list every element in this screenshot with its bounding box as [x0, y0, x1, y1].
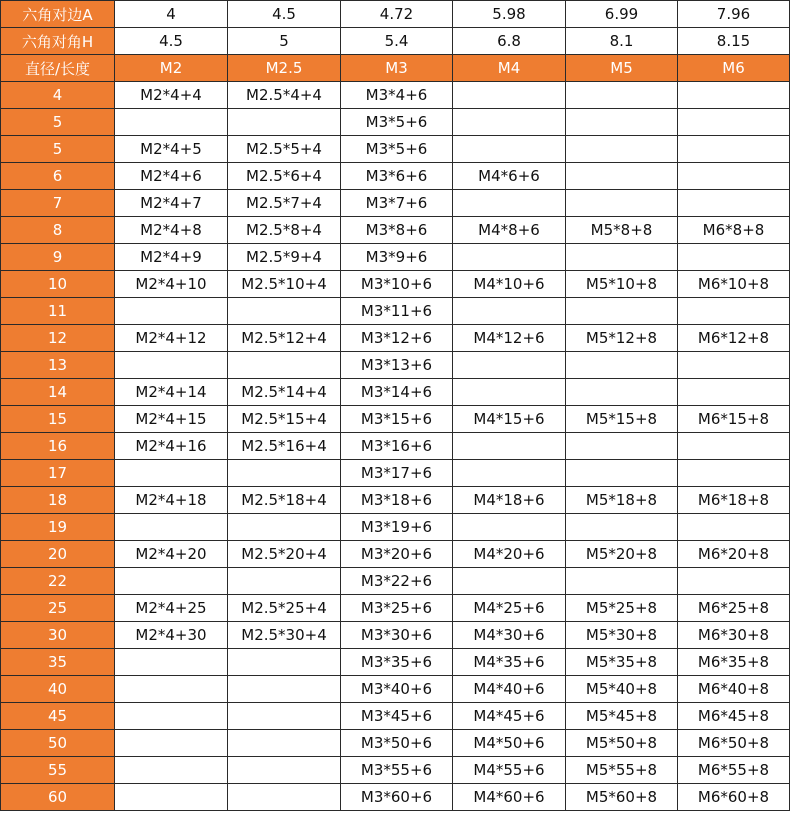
length-label-cell: 25	[1, 595, 115, 622]
table-row	[1, 757, 790, 784]
spec-cell	[453, 568, 566, 595]
spec-cell: M5*60+8	[566, 784, 678, 811]
length-label-cell: 5	[1, 109, 115, 136]
spec-cell: M6*60+8	[678, 784, 790, 811]
spec-cell	[228, 514, 341, 541]
table-row	[1, 190, 790, 217]
spec-cell: M4*15+6	[453, 406, 566, 433]
spec-cell: M4*40+6	[453, 676, 566, 703]
spec-cell: M2.5*25+4	[228, 595, 341, 622]
length-label-cell: 12	[1, 325, 115, 352]
table-row	[1, 163, 790, 190]
spec-cell	[566, 352, 678, 379]
spec-cell	[678, 244, 790, 271]
spec-cell	[115, 676, 228, 703]
spec-cell	[115, 649, 228, 676]
spec-cell	[678, 568, 790, 595]
spec-cell	[453, 244, 566, 271]
spec-cell: M2*4+6	[115, 163, 228, 190]
length-label-cell: 35	[1, 649, 115, 676]
spec-cell	[566, 190, 678, 217]
spec-cell: M3*5+6	[341, 109, 453, 136]
spec-cell: M4*10+6	[453, 271, 566, 298]
spec-cell: M2.5*5+4	[228, 136, 341, 163]
table-row	[1, 82, 790, 109]
length-label-cell: 14	[1, 379, 115, 406]
spec-cell: M6*30+8	[678, 622, 790, 649]
table-row	[1, 325, 790, 352]
spec-cell: M3*15+6	[341, 406, 453, 433]
spec-cell: M3*10+6	[341, 271, 453, 298]
header-row	[1, 28, 790, 55]
spec-cell: M2*4+12	[115, 325, 228, 352]
spec-cell: M5*50+8	[566, 730, 678, 757]
length-label-cell: 30	[1, 622, 115, 649]
length-label-cell: 55	[1, 757, 115, 784]
table-row	[1, 379, 790, 406]
spec-cell	[228, 109, 341, 136]
dimension-value-cell: 7.96	[678, 1, 790, 28]
dimension-value-cell: 4	[115, 1, 228, 28]
spec-cell: M3*19+6	[341, 514, 453, 541]
spec-cell: M2*4+20	[115, 541, 228, 568]
dimension-value-cell: 6.8	[453, 28, 566, 55]
spec-cell: M3*55+6	[341, 757, 453, 784]
table-row	[1, 568, 790, 595]
spec-cell: M3*45+6	[341, 703, 453, 730]
spec-cell: M3*6+6	[341, 163, 453, 190]
spec-cell: M3*17+6	[341, 460, 453, 487]
header-row-label: 直径/长度	[1, 55, 115, 82]
spec-cell: M2*4+25	[115, 595, 228, 622]
spec-cell	[453, 352, 566, 379]
spec-cell: M6*35+8	[678, 649, 790, 676]
spec-cell	[115, 298, 228, 325]
spec-cell: M4*12+6	[453, 325, 566, 352]
spec-cell	[453, 460, 566, 487]
table-row	[1, 487, 790, 514]
spec-cell: M2.5*20+4	[228, 541, 341, 568]
header-row	[1, 55, 790, 82]
table-row	[1, 514, 790, 541]
spec-cell	[115, 352, 228, 379]
spec-cell	[453, 190, 566, 217]
length-label-cell: 22	[1, 568, 115, 595]
dimension-value-cell: 5.4	[341, 28, 453, 55]
spec-cell	[453, 433, 566, 460]
spec-cell: M4*45+6	[453, 703, 566, 730]
spec-cell: M6*18+8	[678, 487, 790, 514]
length-label-cell: 20	[1, 541, 115, 568]
spec-cell	[115, 109, 228, 136]
spec-cell: M2.5*30+4	[228, 622, 341, 649]
spec-cell: M2.5*12+4	[228, 325, 341, 352]
spec-cell: M6*12+8	[678, 325, 790, 352]
table-row	[1, 271, 790, 298]
length-label-cell: 19	[1, 514, 115, 541]
spec-cell	[228, 784, 341, 811]
spec-cell	[228, 352, 341, 379]
spec-cell	[678, 82, 790, 109]
spec-cell: M3*4+6	[341, 82, 453, 109]
spec-cell	[566, 163, 678, 190]
spec-cell: M6*20+8	[678, 541, 790, 568]
spec-cell: M2*4+16	[115, 433, 228, 460]
spec-cell: M2.5*10+4	[228, 271, 341, 298]
spec-cell: M4*8+6	[453, 217, 566, 244]
spec-cell: M3*60+6	[341, 784, 453, 811]
spec-cell: M5*10+8	[566, 271, 678, 298]
dimension-value-cell: 8.1	[566, 28, 678, 55]
spec-cell	[678, 298, 790, 325]
spec-table-body	[1, 1, 790, 811]
dimension-value-cell: 4.5	[115, 28, 228, 55]
diameter-header-cell: M2	[115, 55, 228, 82]
dimension-value-cell: 6.99	[566, 1, 678, 28]
length-label-cell: 7	[1, 190, 115, 217]
spec-cell: M6*25+8	[678, 595, 790, 622]
spec-cell: M2.5*15+4	[228, 406, 341, 433]
spec-cell: M4*6+6	[453, 163, 566, 190]
spec-cell: M5*20+8	[566, 541, 678, 568]
diameter-header-cell: M3	[341, 55, 453, 82]
length-label-cell: 9	[1, 244, 115, 271]
spec-cell: M6*40+8	[678, 676, 790, 703]
spec-cell	[678, 379, 790, 406]
spec-cell	[228, 730, 341, 757]
spec-cell	[678, 433, 790, 460]
spec-cell: M2*4+18	[115, 487, 228, 514]
spec-cell: M3*8+6	[341, 217, 453, 244]
spec-cell	[453, 514, 566, 541]
spec-cell: M3*25+6	[341, 595, 453, 622]
spec-cell	[228, 703, 341, 730]
length-label-cell: 16	[1, 433, 115, 460]
length-label-cell: 5	[1, 136, 115, 163]
diameter-header-cell: M6	[678, 55, 790, 82]
dimension-value-cell: 5.98	[453, 1, 566, 28]
spec-cell: M5*40+8	[566, 676, 678, 703]
length-label-cell: 45	[1, 703, 115, 730]
length-label-cell: 60	[1, 784, 115, 811]
spec-cell: M3*5+6	[341, 136, 453, 163]
spec-cell	[115, 757, 228, 784]
spec-cell	[678, 163, 790, 190]
table-row	[1, 622, 790, 649]
spec-cell: M4*20+6	[453, 541, 566, 568]
spec-cell: M2.5*7+4	[228, 190, 341, 217]
spec-cell	[228, 460, 341, 487]
spec-cell	[566, 514, 678, 541]
spec-cell: M5*45+8	[566, 703, 678, 730]
table-row	[1, 406, 790, 433]
length-label-cell: 4	[1, 82, 115, 109]
spec-cell	[566, 82, 678, 109]
spec-cell: M4*50+6	[453, 730, 566, 757]
dimension-value-cell: 4.72	[341, 1, 453, 28]
spec-cell: M3*12+6	[341, 325, 453, 352]
table-row	[1, 784, 790, 811]
table-row	[1, 676, 790, 703]
spec-cell	[678, 460, 790, 487]
spec-cell: M2*4+15	[115, 406, 228, 433]
spec-cell: M3*16+6	[341, 433, 453, 460]
spec-cell: M2.5*4+4	[228, 82, 341, 109]
length-label-cell: 15	[1, 406, 115, 433]
table-row	[1, 298, 790, 325]
spec-cell: M5*25+8	[566, 595, 678, 622]
spec-cell	[453, 136, 566, 163]
spec-cell	[453, 379, 566, 406]
spec-cell	[678, 514, 790, 541]
spec-cell: M5*15+8	[566, 406, 678, 433]
length-label-cell: 40	[1, 676, 115, 703]
spec-cell: M4*25+6	[453, 595, 566, 622]
spec-cell: M4*30+6	[453, 622, 566, 649]
spec-cell: M3*35+6	[341, 649, 453, 676]
spec-cell	[566, 298, 678, 325]
table-row	[1, 730, 790, 757]
length-label-cell: 11	[1, 298, 115, 325]
spec-cell: M4*55+6	[453, 757, 566, 784]
diameter-header-cell: M5	[566, 55, 678, 82]
spec-cell: M4*35+6	[453, 649, 566, 676]
header-row-label: 六角对边A	[1, 1, 115, 28]
spec-cell	[115, 703, 228, 730]
spec-cell: M6*55+8	[678, 757, 790, 784]
spec-cell: M3*22+6	[341, 568, 453, 595]
table-row	[1, 136, 790, 163]
spec-cell	[566, 379, 678, 406]
spec-cell	[115, 514, 228, 541]
header-row	[1, 1, 790, 28]
spec-cell	[566, 244, 678, 271]
spec-cell	[566, 433, 678, 460]
spec-cell	[115, 568, 228, 595]
table-row	[1, 109, 790, 136]
spec-cell: M3*20+6	[341, 541, 453, 568]
table-row	[1, 595, 790, 622]
dimension-value-cell: 4.5	[228, 1, 341, 28]
spec-cell: M6*8+8	[678, 217, 790, 244]
spec-cell: M6*45+8	[678, 703, 790, 730]
table-row	[1, 244, 790, 271]
spec-cell	[566, 460, 678, 487]
spec-cell: M2.5*16+4	[228, 433, 341, 460]
length-label-cell: 18	[1, 487, 115, 514]
spec-cell	[453, 298, 566, 325]
spec-cell: M6*15+8	[678, 406, 790, 433]
spec-cell: M6*50+8	[678, 730, 790, 757]
header-row-label: 六角对角H	[1, 28, 115, 55]
spec-cell: M3*13+6	[341, 352, 453, 379]
spec-cell	[678, 136, 790, 163]
spec-cell: M3*9+6	[341, 244, 453, 271]
dimension-value-cell: 8.15	[678, 28, 790, 55]
spec-cell	[566, 136, 678, 163]
spec-cell	[228, 676, 341, 703]
spec-cell	[115, 784, 228, 811]
spec-cell	[453, 82, 566, 109]
table-row	[1, 649, 790, 676]
spec-cell: M5*35+8	[566, 649, 678, 676]
spec-cell: M3*11+6	[341, 298, 453, 325]
spec-cell: M5*18+8	[566, 487, 678, 514]
length-label-cell: 13	[1, 352, 115, 379]
spec-cell: M2*4+4	[115, 82, 228, 109]
length-label-cell: 17	[1, 460, 115, 487]
spec-cell: M5*55+8	[566, 757, 678, 784]
table-row	[1, 217, 790, 244]
spec-cell	[115, 460, 228, 487]
spec-cell: M5*12+8	[566, 325, 678, 352]
spec-cell: M2*4+7	[115, 190, 228, 217]
spec-cell: M2*4+10	[115, 271, 228, 298]
spec-cell: M3*7+6	[341, 190, 453, 217]
spec-cell	[678, 109, 790, 136]
spec-cell	[228, 298, 341, 325]
spec-cell: M2.5*18+4	[228, 487, 341, 514]
spec-cell: M2*4+5	[115, 136, 228, 163]
length-label-cell: 10	[1, 271, 115, 298]
spec-cell: M3*30+6	[341, 622, 453, 649]
spec-cell	[453, 109, 566, 136]
length-label-cell: 50	[1, 730, 115, 757]
spec-cell: M2*4+30	[115, 622, 228, 649]
spec-cell: M3*14+6	[341, 379, 453, 406]
table-row	[1, 352, 790, 379]
spec-cell: M5*30+8	[566, 622, 678, 649]
spec-cell	[228, 568, 341, 595]
diameter-header-cell: M2.5	[228, 55, 341, 82]
length-label-cell: 6	[1, 163, 115, 190]
spec-cell: M3*18+6	[341, 487, 453, 514]
spec-cell: M4*60+6	[453, 784, 566, 811]
spec-cell	[566, 568, 678, 595]
spec-cell: M2.5*14+4	[228, 379, 341, 406]
spec-cell: M2.5*9+4	[228, 244, 341, 271]
spec-cell: M3*50+6	[341, 730, 453, 757]
spec-cell: M5*8+8	[566, 217, 678, 244]
table-row	[1, 460, 790, 487]
diameter-header-cell: M4	[453, 55, 566, 82]
spec-cell: M2.5*6+4	[228, 163, 341, 190]
spec-cell: M3*40+6	[341, 676, 453, 703]
table-row	[1, 433, 790, 460]
spec-cell: M6*10+8	[678, 271, 790, 298]
table-row	[1, 541, 790, 568]
spec-cell	[566, 109, 678, 136]
table-row	[1, 703, 790, 730]
length-label-cell: 8	[1, 217, 115, 244]
spec-cell: M2*4+8	[115, 217, 228, 244]
spec-cell: M4*18+6	[453, 487, 566, 514]
spec-cell	[228, 649, 341, 676]
spec-cell: M2.5*8+4	[228, 217, 341, 244]
spec-cell	[678, 190, 790, 217]
spec-cell	[115, 730, 228, 757]
spec-cell: M2*4+14	[115, 379, 228, 406]
spec-cell: M2*4+9	[115, 244, 228, 271]
dimension-value-cell: 5	[228, 28, 341, 55]
spec-cell	[678, 352, 790, 379]
spec-cell	[228, 757, 341, 784]
